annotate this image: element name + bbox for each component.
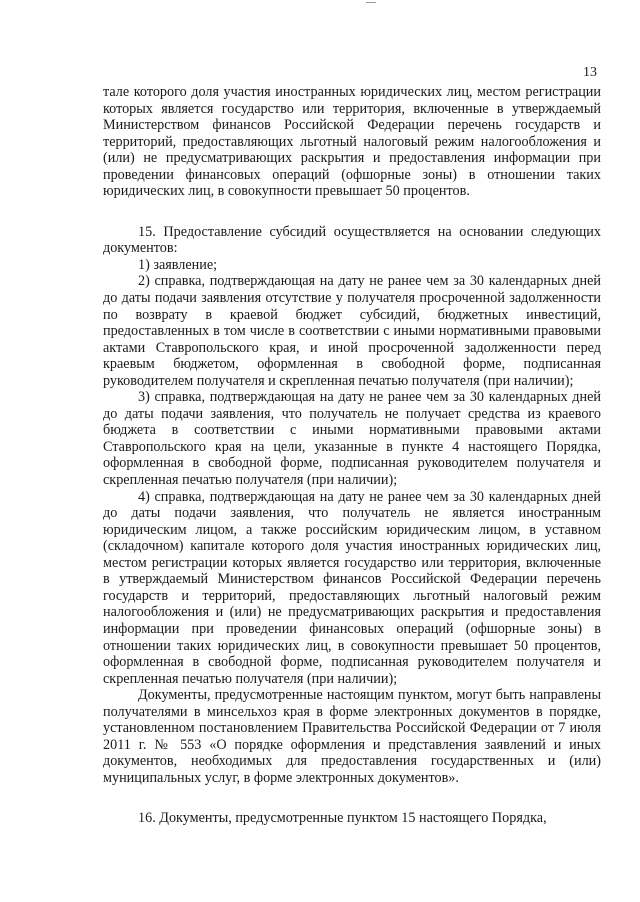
paragraph-continuation: тале которого доля участия иностранных юридических лиц, местом регистрации которых является государство или территория, включенные в утверждаемый Министерством финансов Российской Федерации перечень государств и территорий, предоставляющих льготный налоговый режим налогообложения и (или) не предусматривающих раскрытия и предоставления информации при проведении финансовых операций (офшорные зоны) в отношении таких юридических лиц, в совокупности превышает 50 процентов. [103,84,601,200]
document-body [103,84,601,827]
paragraph-item-15-4: 4) справка, подтверждающая на дату не ранее чем за 30 календарных дней до даты подачи заявления, что получатель не является иностранным юридическим лицом, а также российским юридическим лицом, в уставном (складочном) капитале которого доля участия иностранных юридических лиц, местом регистрации которых является государство или территория, включенные в утверждаемый Министерством финансов Российской Федерации перечень государств и территорий, предоставляющих льготный налоговый режим налогообложения и (или) не предусматривающих раскрытия и предоставления информации при проведении финансовых операций (офшорные зоны) в отношении таких юридических лиц, в совокупности превышает 50 процентов, оформленная в свободной форме, подписанная руководителем получателя и скрепленная печатью получателя (при наличии); [103,488,601,687]
paragraph-item-15-intro: 15. Предоставление субсидий осуществляется на основании следующих документов: [103,223,601,257]
paragraph-item-16: 16. Документы, предусмотренные пунктом 15 настоящего Порядка, [138,810,547,827]
paragraph-item-15-3: 3) справка, подтверждающая на дату не ранее чем за 30 календарных дней до даты подачи заявления, что получатель не получает средства из краевого бюджета в соответствии с иными нормативными правовыми актами Ставропольского края на цели, указанные в пункте 4 настоящего Порядка, оформленная в свободной форме, подписанная руководителем получателя и скрепленная печатью получателя (при наличии); [103,389,601,489]
paragraph-electronic-documents: Документы, предусмотренные настоящим пунктом, могут быть направлены получателями в минсельхоз края в форме электронных документов в порядке, установленном постановлением Правительства Российской Федерации от 7 июля 2011 г. № 553 «О порядке оформления и представления заявлений и иных документов, необходимых для предоставления государственных и (или) муниципальных услуг, в форме электронных документов». [103,687,601,786]
paragraph-gap [103,200,601,224]
page-number: 13 [583,65,597,80]
paragraph-item-15-2: 2) справка, подтверждающая на дату не ранее чем за 30 календарных дней до даты подачи заявления отсутствие у получателя просроченной задолженности по возврату в краевой бюджет субсидий, бюджетных инвестиций, предоставленных в том числе в соответствии с иными нормативными правовыми актами Ставропольского края, и иной просроченной задолженности перед краевым бюджетом, оформленная в свободной форме, подписанная руководителем получателя и скрепленная печатью получателя (при наличии); [103,273,601,389]
paragraph-gap [103,786,601,810]
scan-artifact-top [366,2,376,3]
paragraph-item-15-1: 1) заявление; [138,256,218,273]
